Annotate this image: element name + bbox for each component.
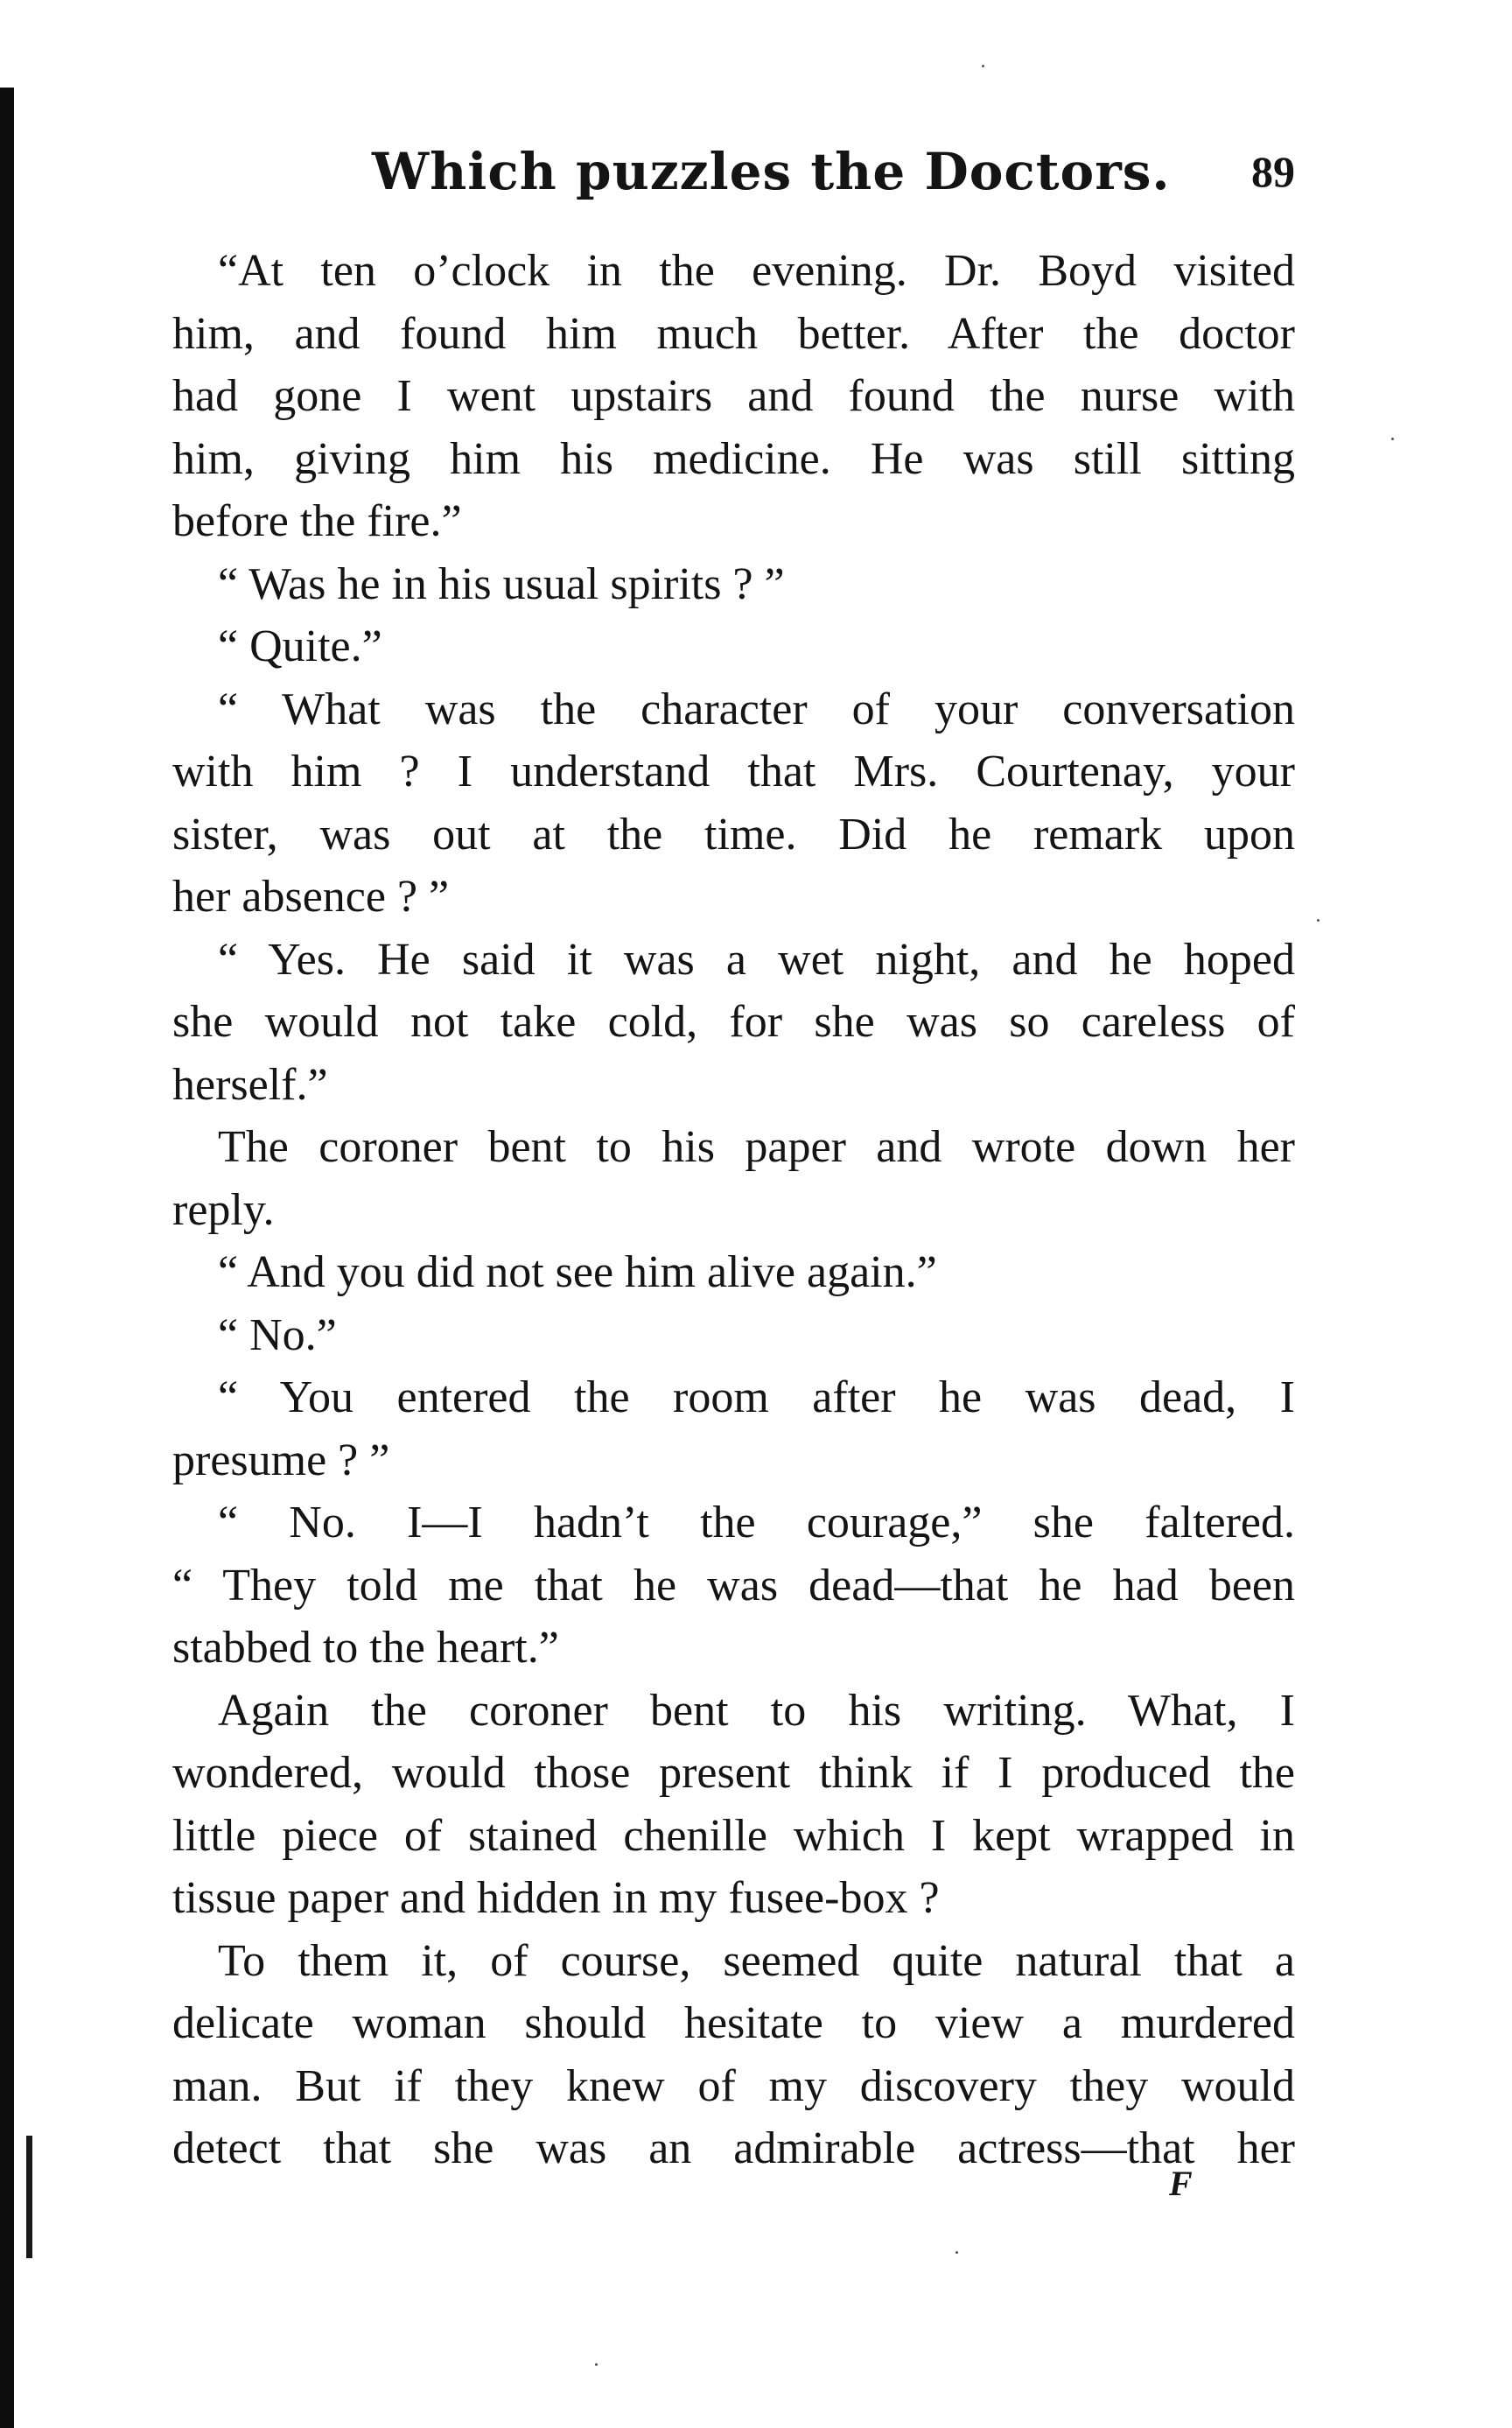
text-line: “ No.” bbox=[218, 1309, 337, 1360]
paragraph bbox=[172, 1116, 1295, 1241]
paper-speck bbox=[956, 2251, 958, 2254]
text-line: To them it, of course, seemed quite natural that a bbox=[218, 1935, 1295, 1986]
text-line: reply. bbox=[172, 1184, 275, 1235]
page-header bbox=[172, 138, 1295, 205]
paragraph bbox=[172, 678, 1295, 929]
text-line: “ Was he in his usual spirits ? ” bbox=[218, 558, 785, 609]
paragraph bbox=[172, 1366, 1295, 1491]
text-line: “ They told me that he was dead—that he had been bbox=[172, 1560, 1295, 1610]
paper-speck bbox=[1391, 438, 1394, 440]
paragraph bbox=[172, 1930, 1295, 2180]
text-line: man. But if they knew of my discovery they would bbox=[172, 2060, 1295, 2111]
binding-mark bbox=[26, 2136, 32, 2258]
text-line: “ And you did not see him alive again.” bbox=[218, 1247, 937, 1297]
paragraph bbox=[172, 929, 1295, 1117]
paragraph bbox=[172, 1491, 1295, 1680]
running-head-title: Which puzzles the Doctors. bbox=[372, 142, 1171, 201]
text-line: detect that she was an admirable actress—that her bbox=[172, 2123, 1295, 2173]
paragraph bbox=[172, 240, 1295, 553]
text-line: “ What was the character of your conversation bbox=[218, 684, 1295, 734]
page-number: 89 bbox=[1251, 147, 1295, 196]
text-line: little piece of stained chenille which I kept wrapped in bbox=[172, 1810, 1295, 1861]
text-line: “ You entered the room after he was dead, I bbox=[218, 1372, 1295, 1422]
text-line: had gone I went upstairs and found the nurse with bbox=[172, 371, 1295, 421]
text-line: “ Quite.” bbox=[218, 621, 382, 671]
text-line: presume ? ” bbox=[172, 1435, 390, 1485]
text-line: “ No. I—I hadn’t the courage,” she faltered. bbox=[218, 1498, 1295, 1547]
paragraph bbox=[172, 1680, 1295, 1930]
text-line: Again the coroner bent to his writing. What, I bbox=[218, 1685, 1295, 1736]
text-line: him, and found him much better. After the doctor bbox=[172, 308, 1295, 359]
paragraph bbox=[172, 1304, 1295, 1367]
text-line: tissue paper and hidden in my fusee-box ? bbox=[172, 1873, 940, 1923]
paragraph bbox=[172, 1241, 1295, 1304]
text-line: before the fire.” bbox=[172, 496, 462, 546]
text-line: The coroner bent to his paper and wrote down her bbox=[218, 1122, 1295, 1172]
paper-speck bbox=[982, 65, 984, 67]
page-spine-edge bbox=[0, 88, 14, 2428]
text-line: “At ten o’clock in the evening. Dr. Boyd visited bbox=[218, 246, 1295, 296]
signature-mark: F bbox=[1169, 2164, 1193, 2203]
text-line: wondered, would those present think if I produced the bbox=[172, 1748, 1295, 1798]
text-line: “ Yes. He said it was a wet night, and he hoped bbox=[218, 934, 1295, 985]
text-line: stabbed to the heart.” bbox=[172, 1623, 559, 1673]
paper-speck bbox=[1317, 919, 1320, 922]
paragraph bbox=[172, 615, 1295, 678]
text-line: delicate woman should hesitate to view a murdered bbox=[172, 1998, 1295, 2048]
text-line: her absence ? ” bbox=[172, 872, 450, 922]
text-line: herself.” bbox=[172, 1059, 328, 1110]
body-text bbox=[172, 240, 1295, 2180]
text-line: sister, was out at the time. Did he remark upon bbox=[172, 809, 1295, 860]
paper-speck bbox=[595, 2363, 598, 2366]
text-line: with him ? I understand that Mrs. Courtenay, your bbox=[172, 747, 1295, 796]
paragraph bbox=[172, 553, 1295, 616]
text-line: him, giving him his medicine. He was still sitting bbox=[172, 433, 1295, 484]
text-line: she would not take cold, for she was so careless of bbox=[172, 997, 1295, 1047]
